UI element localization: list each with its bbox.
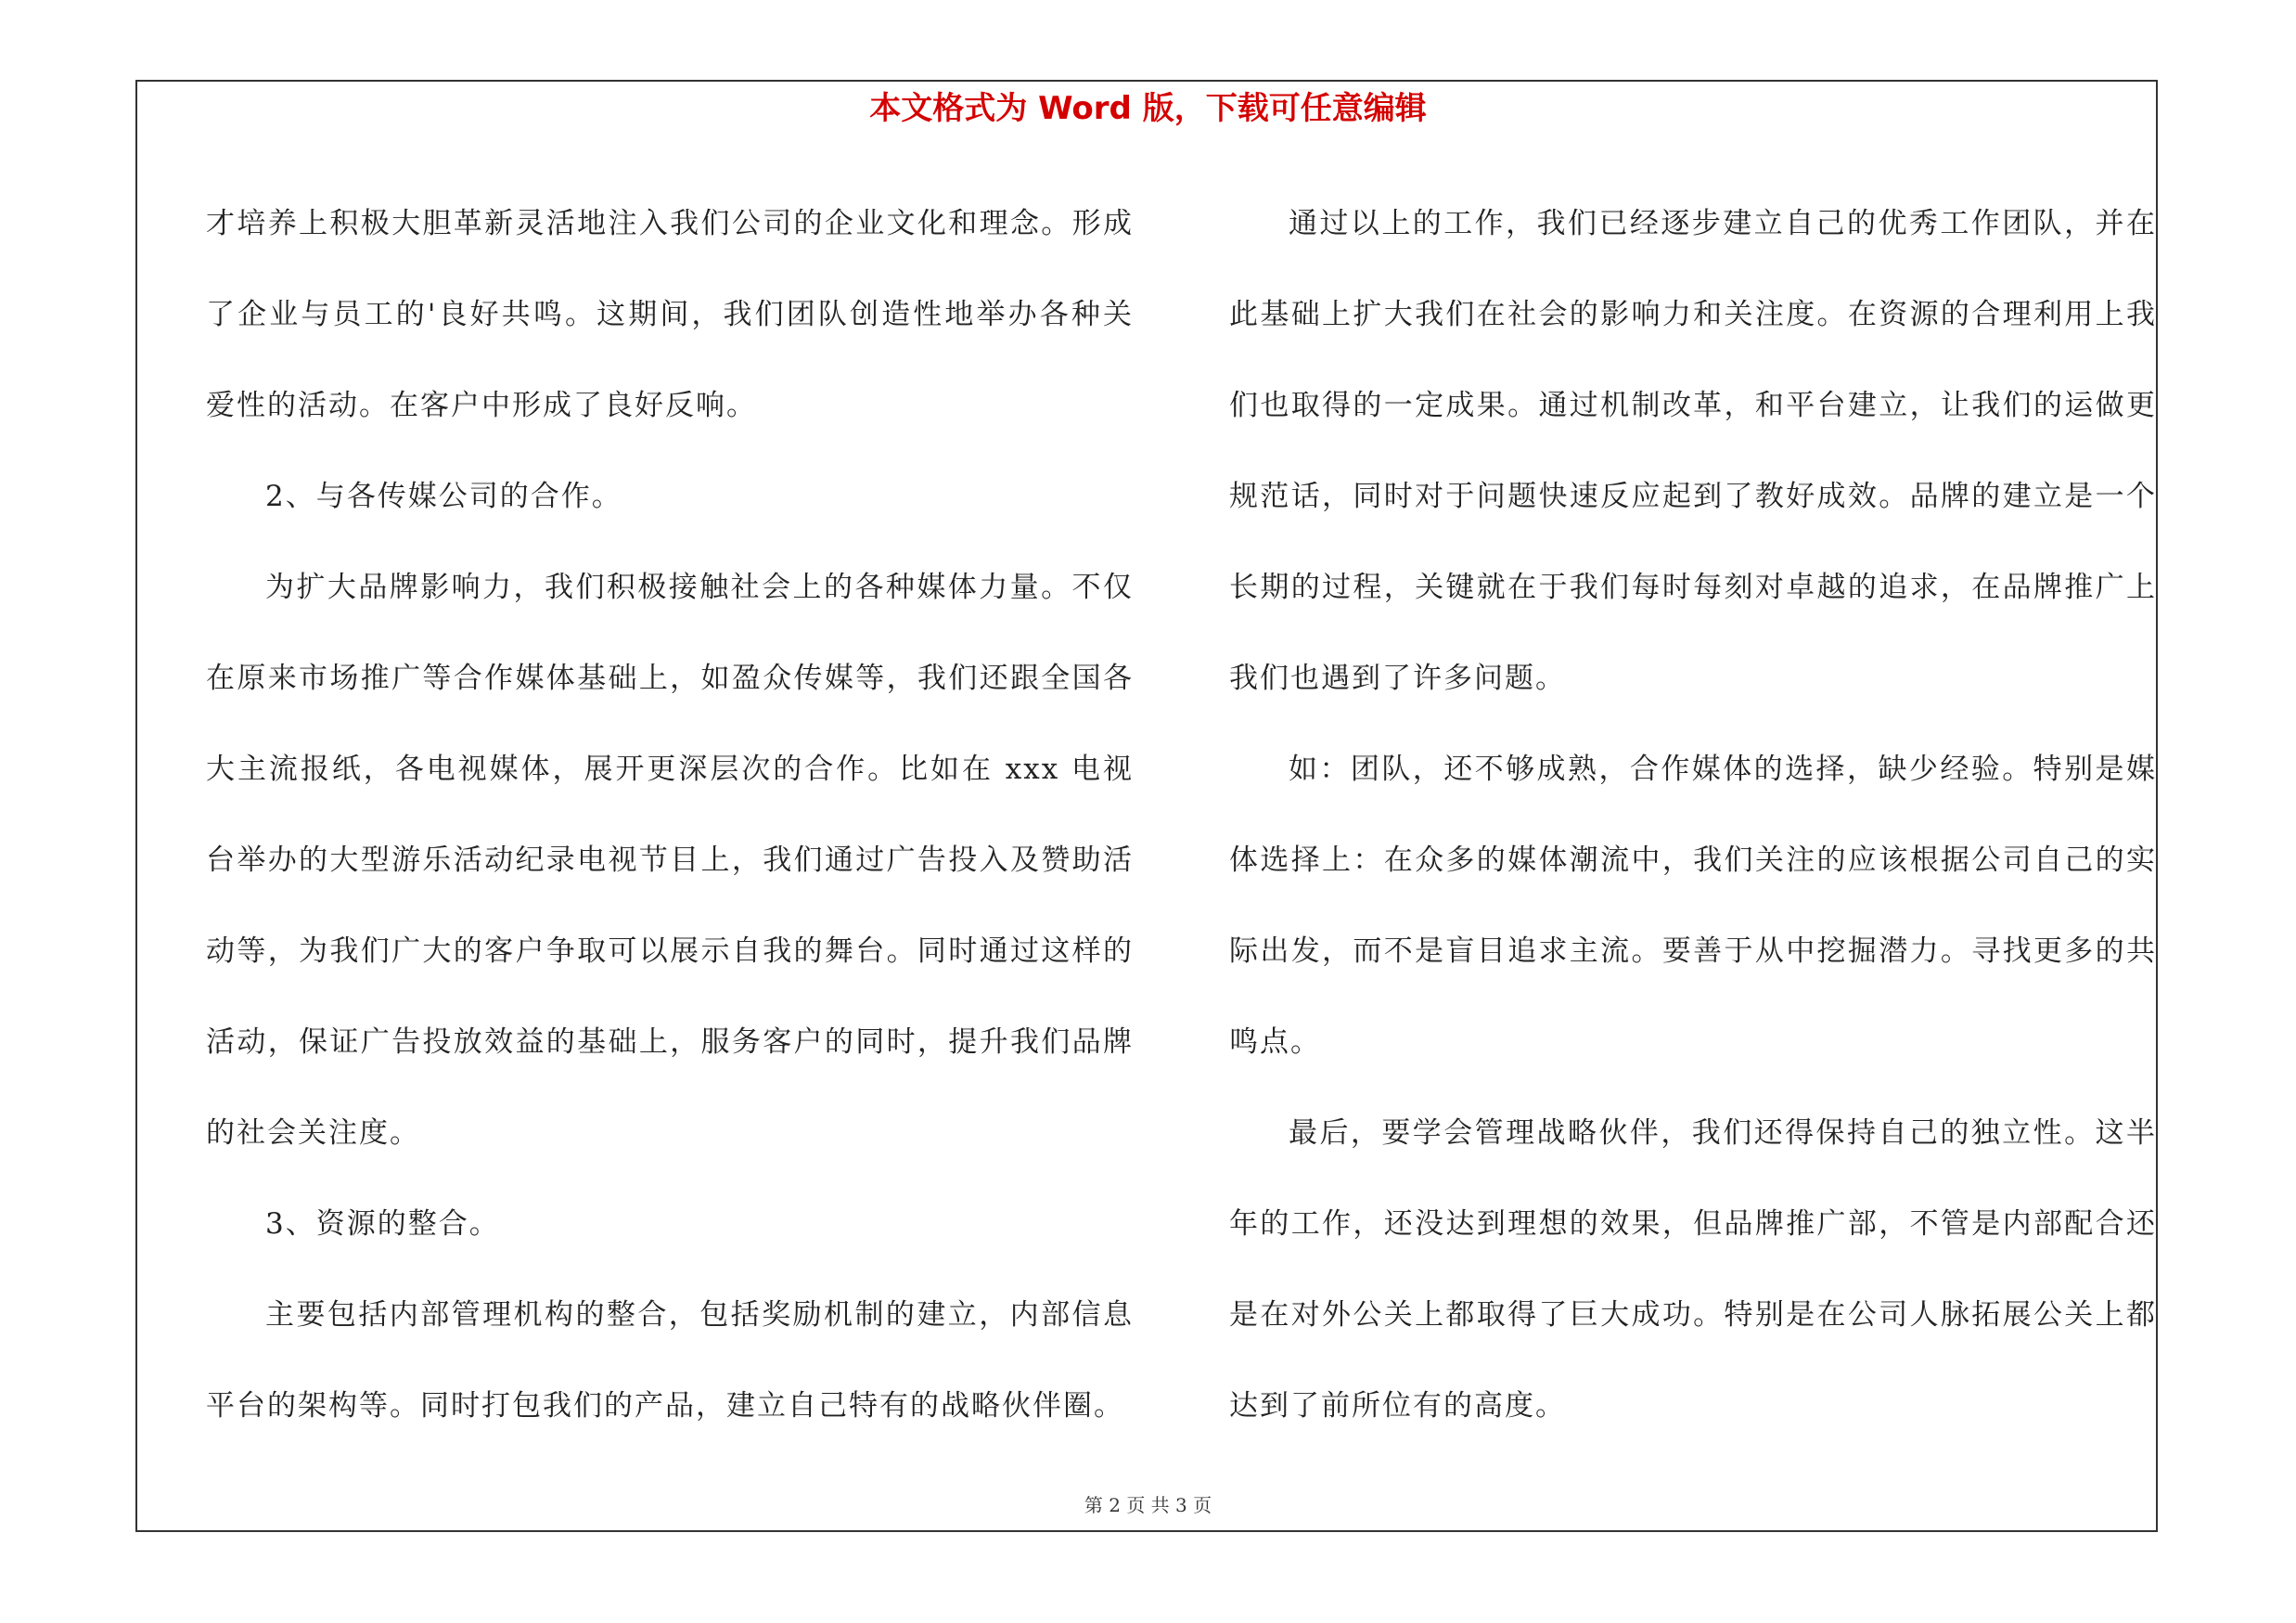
format-banner: 本文格式为 Word 版，下载可任意编辑 xyxy=(869,90,1427,127)
paragraph: 2、与各传媒公司的合作。 xyxy=(265,480,622,513)
paragraph: 通过以上的工作，我们已经逐步建立自己的优秀工作团队，并在此基础上扩大我们在社会的影响力和关注度。在资源的合理利用上我们也取得的一定成果。通过机制改革，和平台建立，让我们的运做更规范话，同时对于问题快速反应起到了教好成效。品牌的建立是一个长期的过程，关键就在于我们每时每刻对卓越的追求，在品牌推广上我们也遇到了许多问题。 xyxy=(1229,207,2157,695)
right-column xyxy=(1229,178,2157,1451)
paragraph: 3、资源的整合。 xyxy=(265,1207,500,1241)
paragraph: 才培养上积极大胆革新灵活地注入我们公司的企业文化和理念。形成了企业与员工的'良好共鸣。这期间，我们团队创造性地举办各种关爱性的活动。在客户中形成了良好反响。 xyxy=(206,207,1134,422)
paragraph: 最后，要学会管理战略伙伴，我们还得保持自己的独立性。这半年的工作，还没达到理想的效果，但品牌推广部，不管是内部配合还是在对外公关上都取得了巨大成功。特别是在公司人脉拓展公关上都达到了前所位有的高度。 xyxy=(1229,1116,2157,1423)
paragraph: 主要包括内部管理机构的整合，包括奖励机制的建立，内部信息平台的架构等。同时打包我们的产品，建立自己特有的战略伙伴圈。 xyxy=(206,1298,1134,1423)
paragraph: 如：团队，还不够成熟，合作媒体的选择，缺少经验。特别是媒体选择上：在众多的媒体潮流中，我们关注的应该根据公司自己的实际出发，而不是盲目追求主流。要善于从中挖掘潜力。寻找更多的共鸣点。 xyxy=(1229,753,2157,1059)
paragraph: 为扩大品牌影响力，我们积极接触社会上的各种媒体力量。不仅在原来市场推广等合作媒体基础上，如盈众传媒等，我们还跟全国各大主流报纸，各电视媒体，展开更深层次的合作。比如在 xxx 电视台举办的大型游乐活动纪录电视节目上，我们通过广告投入及赞助活动等，为我们广大的客户争取可以展示自我的舞台。同时通过这样的活动，保证广告投放效益的基础上，服务客户的同时，提升我们品牌的社会关注度。 xyxy=(206,571,1134,1150)
page-number: 第 2 页 共 3 页 xyxy=(1084,1494,1212,1516)
left-column xyxy=(206,178,1134,1451)
